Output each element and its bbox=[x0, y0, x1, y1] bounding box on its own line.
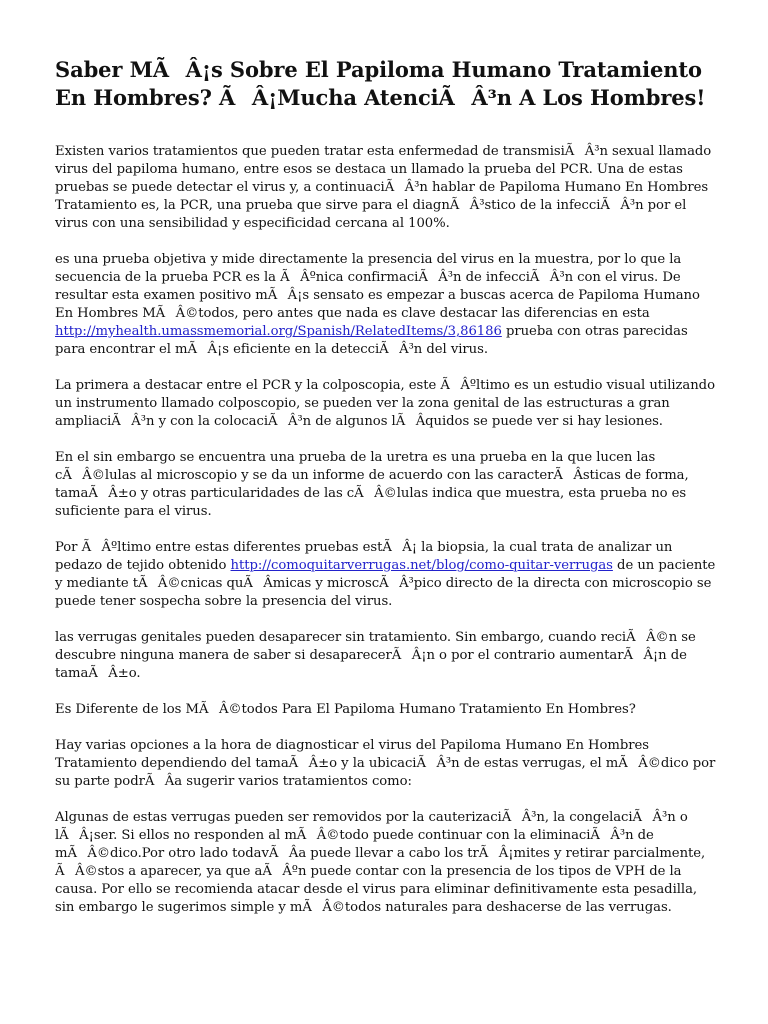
paragraph-colposcopy: La primera a destacar entre el PCR y la colposcopia, este ÃÂºltimo es un estudio visual utilizando un instrumento llamado colposcopio, se pueden ver la zona genital de las estructuras a gran ampliaciÃÂ³n y con la colocaciÃÂ³n de algunos lÃÂquidos se puede ver si hay lesiones. bbox=[55, 378, 715, 429]
paragraph-subheading: Es Diferente de los MÃÂ©todos Para El Papiloma Humano Tratamiento En Hombres? bbox=[55, 702, 636, 717]
paragraph-removal: Algunas de estas verrugas pueden ser removidos por la cauterizaciÃÂ³n, la congelaciÃÂ³n o lÃÂ¡ser. Si ellos no responden al mÃÂ©todo puede continuar con la eliminaciÃÂ³n de mÃÂ©dico.Por otro lado todavÃÂa puede llevar a cabo los trÃÂ¡mites y retirar parcialmente, ÃÂ©stos a aparecer, ya que aÃÂºn puede contar con la presencia de los tipos de VPH de la causa. Por ello se recomienda atacar desde el virus para eliminar definitivamente esta pesadilla, sin embargo le sugerimos simple y mÃÂ©todos naturales para deshacerse de las verrugas. bbox=[55, 810, 706, 915]
verrugas-link[interactable]: http://comoquitarverrugas.net/blog/como-quitar-verrugas bbox=[230, 558, 613, 573]
paragraph-genital-warts: las verrugas genitales pueden desaparecer sin tratamiento. Sin embargo, cuando reciÃÂ©n se descubre ninguna manera de saber si desaparecerÃÂ¡n o por el contrario aumentarÃÂ¡n de tamaÃÂ±o. bbox=[55, 630, 696, 681]
paragraph-text: Por ÃÂºltimo entre estas diferentes pruebas estÃÂ¡ la biopsia, la cual trata de analizar un pedazo de tejido obtenido bbox=[55, 540, 673, 573]
paragraph-text: de un paciente y mediante tÃÂ©cnicas quÃÂmicas y microscÃÂ³pico directo de la directa con microscopio se puede tener sospecha sobre la presencia del virus. bbox=[55, 558, 716, 609]
paragraph-biopsy bbox=[55, 539, 717, 611]
paragraph-urethra-test: En el sin embargo se encuentra una prueba de la uretra es una prueba en la que lucen las cÃÂ©lulas al microscopio y se da un informe de acuerdo con las caracterÃÂsticas de forma, tamaÃÂ±o y otras particularidades de las cÃÂ©lulas indica que muestra, esta prueba no es suficiente para el virus. bbox=[55, 450, 689, 519]
paragraph-pcr-intro: Existen varios tratamientos que pueden tratar esta enfermedad de transmisiÃÂ³n sexual llamado virus del papiloma humano, entre esos se destaca un llamado la prueba del PCR. Una de estas pruebas se puede detectar el virus y, a continuaciÃÂ³n hablar de Papiloma Humano En Hombres Tratamiento es, la PCR, una prueba que sirve para el diagnÃÂ³stico de la infecciÃÂ³n por el virus con una sensibilidad y especificidad cercana al 100%. bbox=[55, 144, 712, 231]
paragraph-options: Hay varias opciones a la hora de diagnosticar el virus del Papiloma Humano En Hombres Tratamiento dependiendo del tamaÃÂ±o y la ubicaciÃÂ³n de estas verrugas, el mÃÂ©dico por su parte podrÃÂa sugerir varios tratamientos como: bbox=[55, 738, 716, 789]
article bbox=[55, 56, 717, 935]
paragraph-text: prueba con otras parecidas para encontrar el mÃÂ¡s eficiente en la detecciÃÂ³n del virus. bbox=[55, 324, 688, 357]
umass-link[interactable]: http://myhealth.umassmemorial.org/Spanish/RelatedItems/3,86186 bbox=[55, 324, 502, 339]
article-title: Saber MÃÂ¡s Sobre El Papiloma Humano Tratamiento En Hombres? ÃÂ¡Mucha AtenciÃÂ³n A Los Hombres! bbox=[55, 57, 706, 110]
paragraph-text: es una prueba objetiva y mide directamente la presencia del virus en la muestra, por lo que la secuencia de la prueba PCR es la ÃÂºnica confirmaciÃÂ³n de infecciÃÂ³n con el virus. De resultar esta examen positivo mÃÂ¡s sensato es empezar a buscas acerca de Papiloma Humano En Hombres MÃÂ©todos, pero antes que nada es clave destacar las diferencias en esta bbox=[55, 252, 700, 321]
paragraph-pcr-objective bbox=[55, 251, 717, 359]
